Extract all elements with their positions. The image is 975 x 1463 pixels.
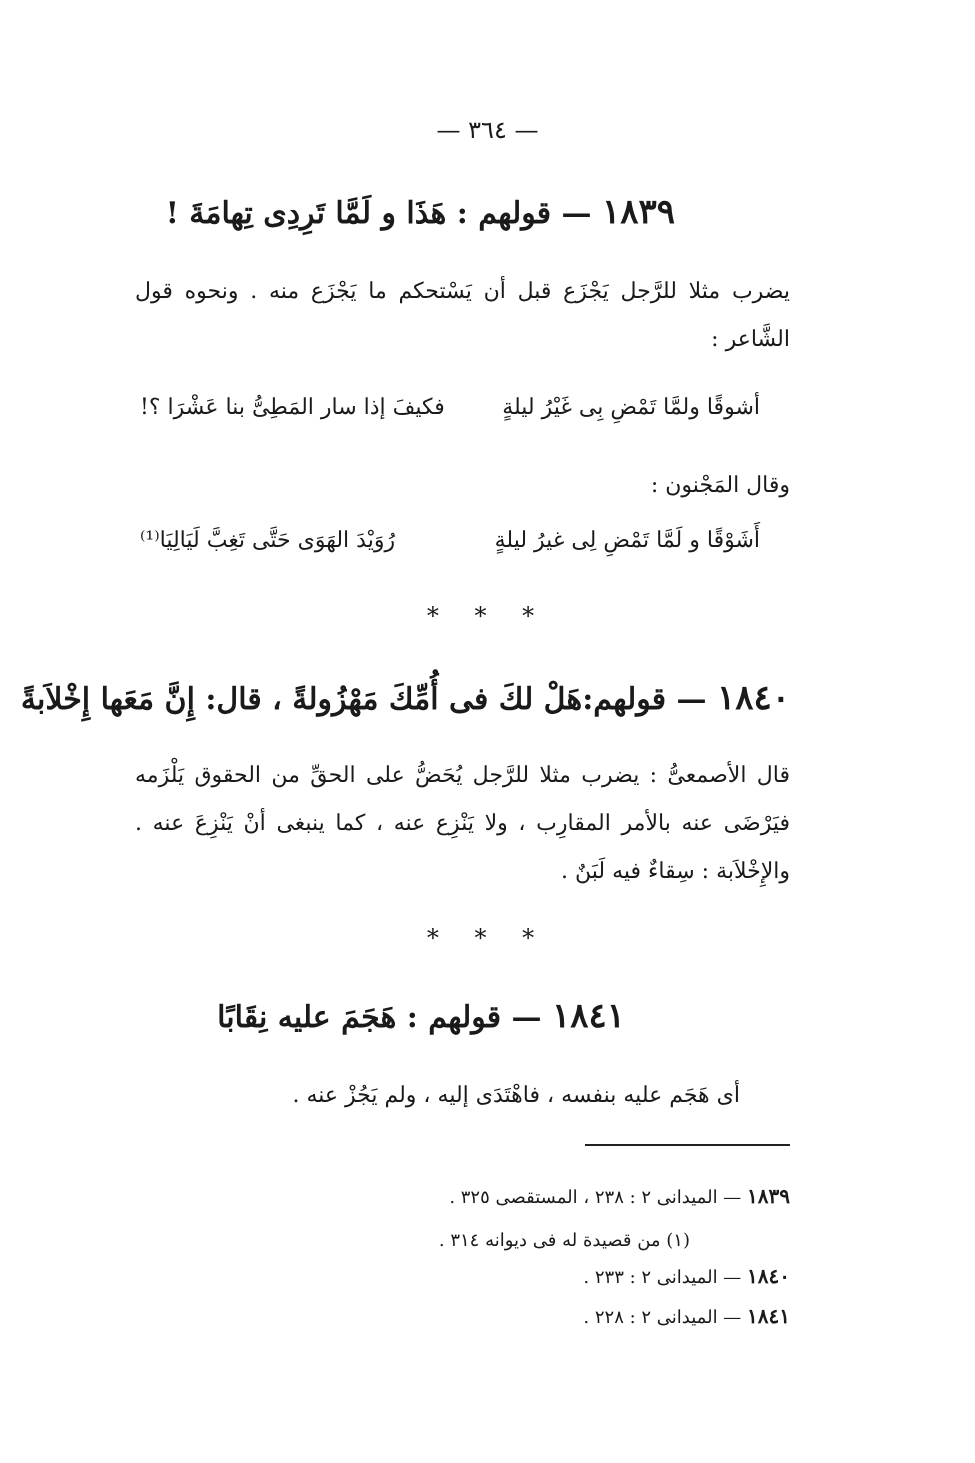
footnote-1 (439, 1230, 690, 1251)
entry-text-1840: قال الأصمعىُّ : يضرب مثلا للرَّجل يُحَضُّ على الحقِّ من الحقوق يَلْزَمه فيَرْضَى عنه بالأمر المقارِب ، ولا يَنْزِع عنه ، كما ينبغى أنْ يَنْزِعَ عنه . والإِخْلاَبة : سِقاءٌ فيه لَبَنٌ . (135, 763, 790, 884)
entry-heading-1841 (217, 996, 625, 1036)
footnote-text: — الميدانى ٢ : ٢٣٣ . (583, 1267, 742, 1288)
entry-heading-1839 (166, 192, 675, 232)
verse-second-hemistich: رُوَيْدَ الهَوَى حَتَّى تَغِبَّ لَيَالِيَا⁽¹⁾ (140, 528, 396, 553)
footnote-number: ١٨٤٠ (747, 1264, 790, 1288)
entry-number: ١٨٣٩ (601, 192, 675, 232)
entry-text-1841: أى هَجَم عليه بنفسه ، فاهْتَدَى إليه ، ولم يَجُزْ عنه . (292, 1083, 740, 1108)
footnote-1841 (583, 1304, 790, 1328)
footnote-text: — الميدانى ٢ : ٢٣٨ ، المستقصى ٣٢٥ . (449, 1187, 742, 1208)
verse-line-1 (140, 395, 760, 420)
entry-text-1839: يضرب مثلا للرَّجل يَجْزَع قبل أن يَسْتحكم ما يَجْزَع منه . ونحوه قول الشَّاعر : (135, 279, 790, 352)
footnote-divider (585, 1144, 790, 1146)
section-separator: * * * (426, 924, 549, 952)
footnote-number: ١٨٤١ (747, 1304, 790, 1328)
verse-first-hemistich: أشوقًا ولمَّا تَمْضِ بِى غَيْرُ ليلةٍ (502, 395, 760, 420)
footnote-1840 (583, 1264, 790, 1288)
entry-title: — قولهم:هَلْ لكَ فى أُمِّكَ مَهْزُولةً ، قال: إِنَّ مَعَها إِخْلاَبةً (20, 682, 707, 717)
entry-title: — قولهم : هَجَمَ عليه نِقَابًا (217, 1000, 542, 1035)
footnote-number: ١٨٣٩ (747, 1184, 790, 1208)
entry-title: — قولهم : هَذَا و لَمَّا تَرِدِى تِهامَةَ ! (165, 196, 592, 231)
entry-heading-1840 (21, 678, 790, 718)
footnote-text: — الميدانى ٢ : ٢٢٨ . (583, 1307, 742, 1328)
section-separator: * * * (426, 602, 549, 630)
footnote-1839 (449, 1184, 790, 1208)
page-number: — ٣٦٤ — (436, 116, 539, 144)
verse-intro: وقال المَجْنون : (650, 473, 790, 498)
entry-number: ١٨٤٠ (716, 678, 790, 718)
verse-line-2 (140, 528, 760, 553)
footnote-text: (١) من قصيدة له فى ديوانه ٣١٤ . (438, 1230, 690, 1251)
verse-second-hemistich: فكيفَ إذا سار المَطِىُّ بنا عَشْرَا ؟! (140, 395, 445, 420)
entry-number: ١٨٤١ (551, 996, 625, 1036)
verse-first-hemistich: أَشَوْقًا و لَمَّا تَمْضِ لِى غيرُ ليلةٍ (494, 528, 760, 553)
